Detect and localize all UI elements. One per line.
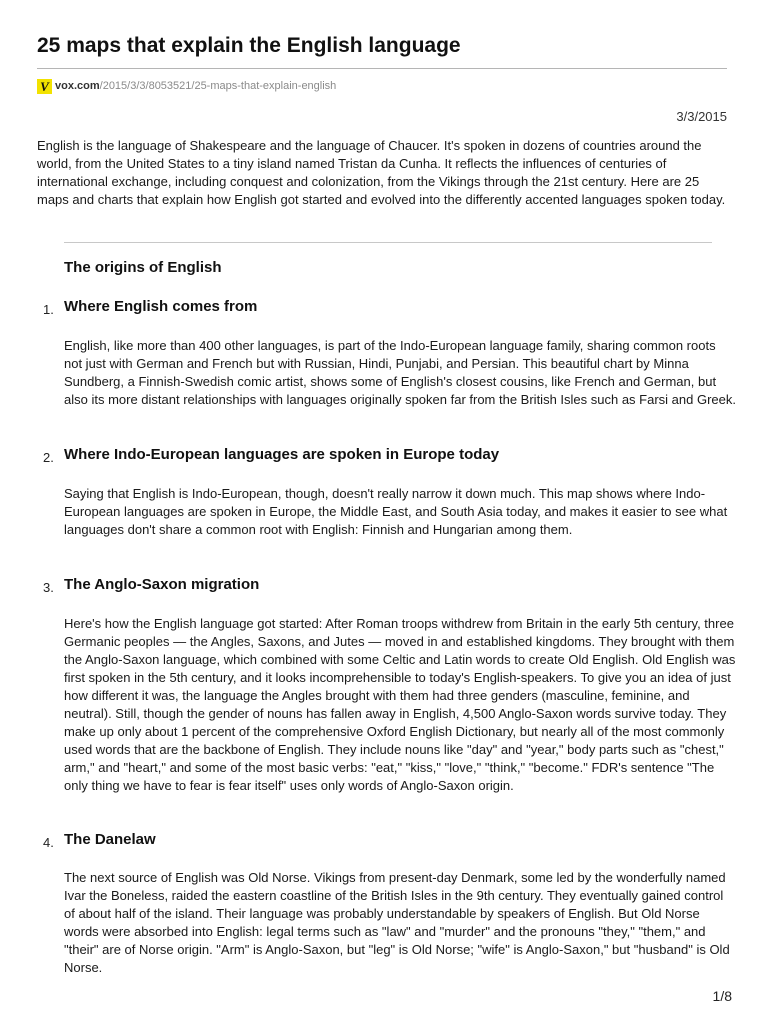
item-title: Where Indo-European languages are spoken in Europe today [64, 446, 500, 463]
page-indicator: 1/8 [712, 988, 732, 1004]
title-divider [37, 68, 727, 69]
vox-logo-icon: V [37, 79, 52, 94]
source-path: /2015/3/3/8053521/25-maps-that-explain-english [99, 80, 337, 92]
item-number: 1. [43, 302, 54, 317]
item-body: English, like more than 400 other languages, is part of the Indo-European language family, sharing common roots not just with German and French but with Russian, Hindi, Punjabi, and Persian. This beautiful chart by Minna Sundberg, a Finnish-Swedish comic artist, shows some of English's closest cousins, like French and German, but also its more distant relationships with languages originally spoken far from the British Isles such as Farsi and Greek. [64, 338, 736, 407]
item-number: 2. [43, 450, 54, 465]
intro-paragraph: English is the language of Shakespeare and the language of Chaucer. It's spoken in dozens of countries around the world, from the United States to a tiny island named Tristan da Cunha. It reflects the influences of centuries of international exchange, including conquest and colonization, from the Vikings through the 21st century. Here are 25 maps and charts that explain how English got started and evolved into the differently accented languages spoken today. [37, 138, 726, 207]
section-heading: The origins of English [64, 259, 222, 276]
item-number: 4. [43, 835, 54, 850]
item-body: The next source of English was Old Norse. Vikings from present-day Denmark, some led by the wonderfully named Ivar the Boneless, raided the eastern coastline of the British Isles in the 9th century. They eventually gained control of about half of the island. Their language was probably understandable by speakers of English. But Old Norse words were absorbed into English: legal terms such as "law" and "murder" and the pronouns "they," "them," and "their" are of Norse origin. "Arm" is Anglo-Saxon, but "leg" is Old Norse; "wife" is Anglo-Saxon," but "husband" is Old Norse. [64, 870, 730, 975]
intro-divider [64, 242, 712, 243]
item-number: 3. [43, 580, 54, 595]
item-title: Where English comes from [64, 298, 258, 315]
item-title: The Anglo-Saxon migration [64, 576, 260, 593]
article-title: 25 maps that explain the English language [37, 34, 461, 57]
article-date: 3/3/2015 [676, 109, 727, 124]
source-line [37, 77, 336, 95]
item-body: Saying that English is Indo-European, though, doesn't really narrow it down much. This map shows where Indo-European languages are spoken in Europe, the Middle East, and South Asia today, and makes it easier to see what languages don't share a common root with English: Finnish and Hungarian among them. [64, 486, 728, 537]
item-body: Here's how the English language got started: After Roman troops withdrew from Britain in the early 5th century, three Germanic peoples — the Angles, Saxons, and Jutes — moved in and established kingdoms. They brought with them the Anglo-Saxon language, which combined with some Celtic and Latin words to create Old English. Old English was first spoken in the 5th century, and it looks incomprehensible to today's English-speakers. To give you an idea of just how different it was, the language the Angles brought with them had three genders (masculine, feminine, and neutral). Still, though the gender of nouns has fallen away in English, 4,500 Anglo-Saxon words survive today. They make up only about 1 percent of the comprehensive Oxford English Dictionary, but nearly all of the most commonly used words that are the backbone of English. They include nouns like "day" and "year," body parts such as "chest," arm," and "heart," and some of the most basic verbs: "eat," "kiss," "love," "think," "become." FDR's sentence "The only thing we have to fear is fear itself" uses only words of Anglo-Saxon origin. [64, 616, 736, 793]
source-domain: vox.com [55, 80, 100, 92]
source-link[interactable] [55, 80, 336, 92]
item-title: The Danelaw [64, 831, 156, 848]
